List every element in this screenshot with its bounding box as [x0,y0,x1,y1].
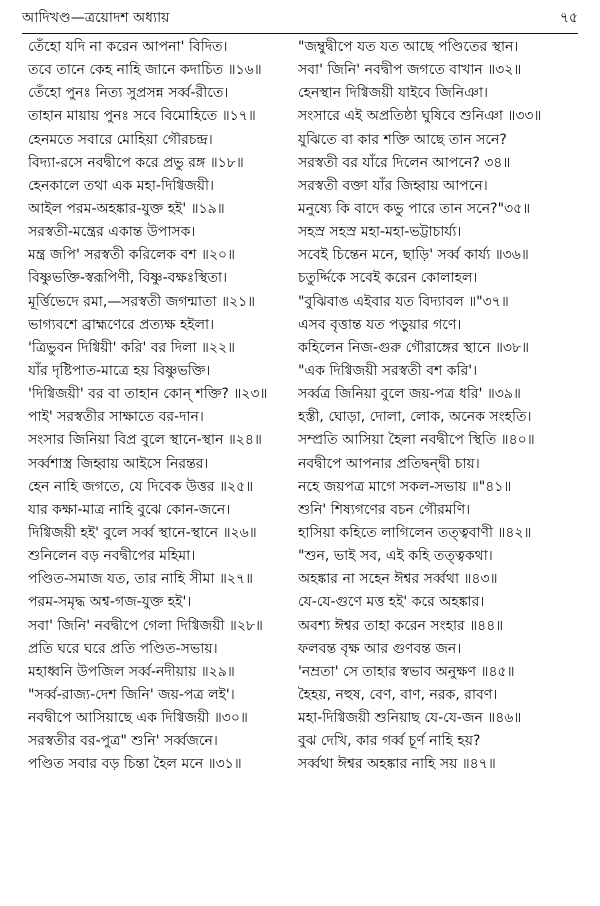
verse-line: যার কক্ষা-মাত্র নাহি বুঝে কোন-জনে। [28,501,231,518]
verse-line: সর্ব্বশাস্ত্র জিহ্বায় আইসে নিরন্তর। [28,455,209,472]
verse-line: আইল পরম-অহঙ্কার-যুক্ত হই' ॥১৯॥ [28,200,225,217]
verse-line: সহস্র সহস্র মহা-মহা-ভট্টাচার্য্য। [298,224,462,241]
verse-line: হেন নাহি জগতে, যে দিবেক উত্তর ॥২৫॥ [28,478,254,495]
verse-line: তবে তানে কেহ নাহি জানে কদাচিত ॥১৬॥ [28,62,262,79]
verse-line: মনুষ্যে কি বাদে কভু পারে তান সনে?"৩৫॥ [298,200,531,217]
verse-line: শুনি' শিষ্যগণের বচন গৌরমণি। [298,501,471,518]
verse-line: কহিলেন নিজ-গুরু গৌরাঙ্গের স্থানে ॥৩৮॥ [298,339,530,356]
verse-line: মন্ত্র জপি' সরস্বতী করিলেক বশ ॥২০॥ [28,247,236,264]
verse-line: 'দিগ্বিজয়ী' বর বা তাহান কোন্ শক্তি? ॥২৩॥ [28,386,268,403]
verse-line: হাসিয়া কহিতে লাগিলেন তত্ত্ববাণী ॥৪২॥ [298,524,532,541]
verse-line: পণ্ডিত সবার বড় চিন্তা হৈল মনে ॥৩১॥ [28,756,242,773]
verse-line: "এক দিগ্বিজয়ী সরস্বতী বশ করি'। [298,362,478,379]
verse-line: অহঙ্কার না সহেন ঈশ্বর সর্ব্বথা ॥৪৩॥ [298,571,498,588]
verse-line: মহা-দিগ্বিজয়ী শুনিয়াছ যে-যে-জন ॥৪৬॥ [298,710,522,727]
running-title: আদিখণ্ড—ত্রয়োদশ অধ্যায় [22,10,170,26]
verse-line: পাই' সরস্বতীর সাক্ষাতে বর-দান। [28,409,204,426]
verse-line: সম্প্রতি আসিয়া হৈলা নবদ্বীপে স্থিতি ॥৪০॥ [298,432,535,449]
verse-line: এসব বৃত্তান্ত যত পড়ুয়ার গণে। [298,316,462,333]
verse-line: পণ্ডিত-সমাজ যত, তার নাহি সীমা ॥২৭॥ [28,571,253,588]
verse-line: হৈহয়, নহুষ, বেণ, বাণ, নরক, রাবণ। [298,686,498,703]
header-rule [22,33,578,34]
verse-line: নবদ্বীপে আপনার প্রতিদ্বন্দ্বী চায়। [298,455,480,472]
verse-line: শুনিলেন বড় নবদ্বীপের মহিমা। [28,548,196,565]
page-number: ৭৫ [559,10,578,26]
verse-line: পরম-সমৃদ্ধ অশ্ব-গজ-যুক্ত হই'। [28,594,192,611]
verse-line: তেঁহো পুনঃ নিত্য সুপ্রসন্ন সর্ব্ব-রীতে। [28,85,229,102]
verse-line: সরস্বতী বক্তা যাঁর জিহ্বায় আপনে। [298,177,488,194]
right-column [298,36,588,777]
verse-line: সবা' জিনি' নবদ্বীপে গেলা দিগ্বিজয়ী ॥২৮॥ [28,617,263,634]
page-header [22,4,578,30]
verse-line: সরস্বতী বর যাঁরে দিলেন আপনে? ৩৪॥ [298,154,511,171]
verse-line: যাঁর দৃষ্টিপাত-মাত্রে হয় বিষ্ণুভক্তি। [28,362,211,379]
verse-line: হেনমতে সবারে মোহিয়া গৌরচন্দ্র। [28,131,213,148]
left-column [28,36,300,777]
verse-line: সর্ব্বথা ঈশ্বর অহঙ্কার নাহি সয় ॥৪৭॥ [298,756,496,773]
verse-line: সর্ব্বত্র জিনিয়া বুলে জয়-পত্র ধরি' ॥৩৯॥ [298,386,521,403]
verse-line: "সর্ব্ব-রাজ্য-দেশ জিনি' জয়-পত্র লই'। [28,686,235,703]
verse-line: বিষ্ণুভক্তি-স্বরূপিণী, বিষ্ণু-বক্ষঃস্থিতা। [28,270,228,287]
verse-line: তাহান মায়ায় পুনঃ সবে বিমোহিতে ॥১৭॥ [28,108,256,125]
verse-line: ফলবন্ত বৃক্ষ আর গুণবন্ত জন। [298,640,462,657]
verse-line: 'ত্রিভুবন দিগ্বিয়ী' করি' বর দিলা ॥২২॥ [28,339,236,356]
verse-line: যুঝিতে বা কার শক্তি আছে তান সনে? [298,131,507,148]
verse-line: নহে জয়পত্র মাগে সকল-সভায় ॥"৪১॥ [298,478,512,495]
verse-line: প্রতি ঘরে ঘরে প্রতি পণ্ডিত-সভায়। [28,640,218,657]
verse-line: যে-যে-গুণে মত্ত হই' করে অহঙ্কার। [298,594,485,611]
verse-line: হেনকালে তথা এক মহা-দিগ্বিজয়ী। [28,177,215,194]
verse-line: হস্তী, ঘোড়া, দোলা, লোক, অনেক সংহতি। [298,409,532,426]
verse-line: ভাগ্যবশে ব্রাহ্মণেরে প্রত্যক্ষ হইলা। [28,316,215,333]
verse-line: মহাধ্বনি উপজিল সর্ব্ব-নদীয়ায় ॥২৯॥ [28,663,235,680]
verse-line: দিগ্বিজয়ী হই' বুলে সর্ব্ব স্থানে-স্থানে ॥২৬॥ [28,524,257,541]
verse-line: 'নম্রতা' সে তাহার স্বভাব অনুক্ষণ ॥৪৫॥ [298,663,515,680]
verse-line: "বুঝিবাঙ এইবার যত বিদ্যাবল ॥"৩৭॥ [298,293,509,310]
verse-line: সবেই চিন্তেন মনে, ছাড়ি' সর্ব্ব কার্য্য ॥৩৬॥ [298,247,529,264]
verse-line: সরস্বতীর বর-পুত্র" শুনি' সর্ব্বজনে। [28,733,218,750]
verse-line: হেনস্থান দিগ্বিজয়ী যাইবে জিনিঞা। [298,85,489,102]
verse-line: মূর্ত্তিভেদে রমা,—সরস্বতী জগন্মাতা ॥২১॥ [28,293,256,310]
verse-line: নবদ্বীপে আসিয়াছে এক দিগ্বিজয়ী ॥৩০॥ [28,710,248,727]
verse-line: বিদ্যা-রসে নবদ্বীপে করে প্রভু রঙ্গ ॥১৮॥ [28,154,244,171]
verse-line: "শুন, ভাই সব, এই কহি তত্ত্বকথা। [298,548,493,565]
verse-line: চতুর্দ্দিকে সবেই করেন কোলাহল। [298,270,478,287]
verse-line: সংসার জিনিয়া বিপ্র বুলে স্থানে-স্থান ॥২৪॥ [28,432,262,449]
verse-line: তেঁহো যদি না করেন আপনা' বিদিত। [28,39,228,55]
verse-line: সবা' জিনি' নবদ্বীপ জগতে বাখান ॥৩২॥ [298,62,522,79]
verse-line: "জম্বুদ্বীপে যত যত আছে পণ্ডিতের স্থান। [298,39,519,55]
verse-line: সংসারে এই অপ্রতিষ্ঠা ঘুষিবে শুনিঞা ॥৩৩॥ [298,108,542,125]
verse-line: সরস্বতী-মন্ত্রের একান্ত উপাসক। [28,224,196,241]
verse-line: অবশ্য ঈশ্বর তাহা করেন সংহার ॥৪৪॥ [298,617,504,634]
verse-line: বুঝ দেখি, কার গর্ব্ব চূর্ণ নাহি হয়? [298,733,481,750]
